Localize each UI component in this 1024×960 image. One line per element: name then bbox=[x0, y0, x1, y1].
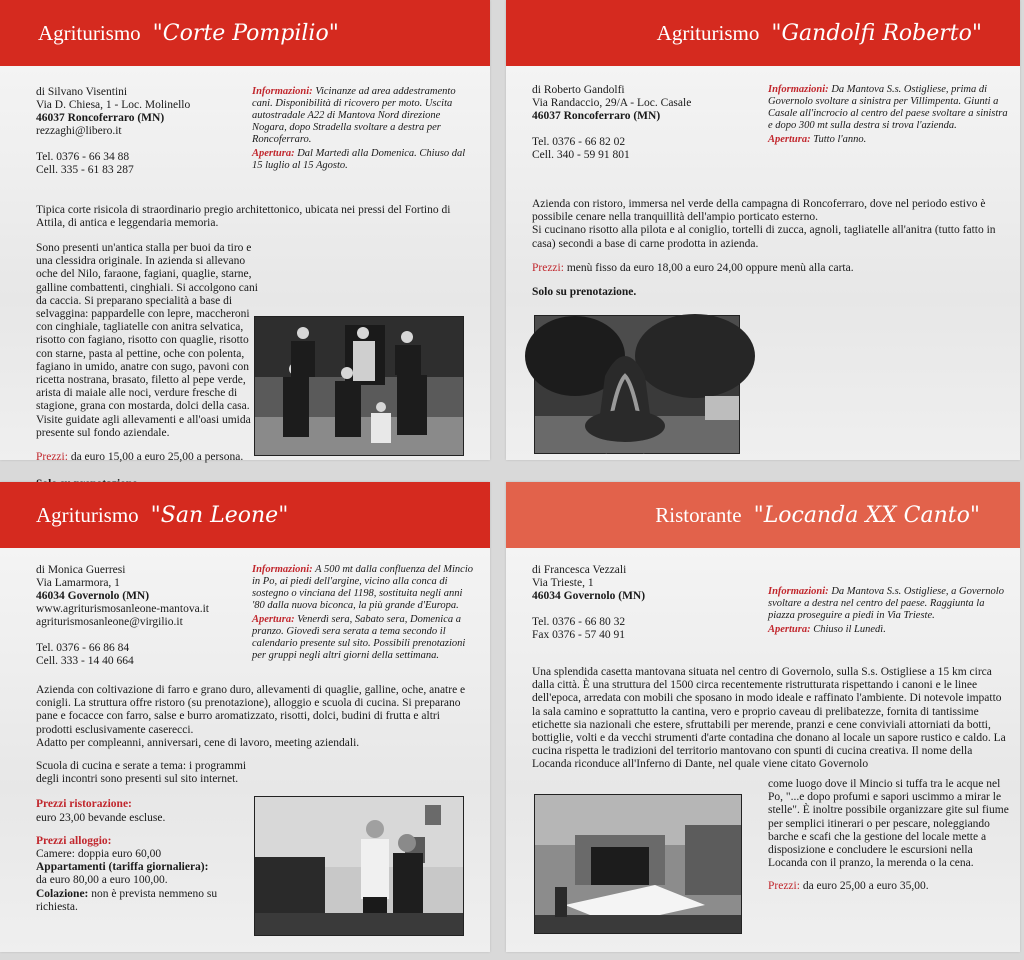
price-label: Prezzi: bbox=[36, 451, 68, 464]
price-label: Prezzi: bbox=[768, 880, 800, 893]
price-text: da euro 25,00 a euro 35,00. bbox=[802, 880, 929, 893]
info-block bbox=[768, 586, 1008, 636]
opening-label: Apertura: bbox=[768, 134, 811, 145]
city: 46037 Roncoferraro (MN) bbox=[532, 110, 661, 122]
info-label: Informazioni: bbox=[252, 86, 313, 97]
city: 46034 Governolo (MN) bbox=[532, 590, 646, 602]
website-link[interactable]: www.agriturismosanleone-mantova.it bbox=[36, 603, 209, 615]
info-block bbox=[252, 86, 474, 172]
description-para-2: Sono presenti un'antica stalla per buoi da tiro e una clessidra originale. In azienda si allevano oche del Nilo, faraone, fagiani, quaglie, starne, galline combattenti, cinghiali. Si accolgono cani da caccia. Si preparano specialità a base di selvaggina: pappardelle con lepre, maccheroni con cinghiale, tagliatelle con anitra selvatica, risotto con fagiano, risotto con quaglie, risotto con starne, pasta al pettine, oche con polenta, fagiano in umido, anatre con sugo, pavoni con ricetta nostrana, brasato, filetto al pepe verde, arista di maiale alle noci, verdure fresche di stagione, grana con mostarda, dolci della casa. bbox=[36, 242, 258, 413]
address: Via D. Chiesa, 1 - Loc. Molinello bbox=[36, 99, 191, 111]
price-text: da euro 15,00 a euro 25,00 a persona. bbox=[70, 451, 244, 464]
venue-name: "San Leone" bbox=[150, 502, 289, 528]
info-text: Da Mantova S.s. Ostigliese, prima di Governolo svoltare a sinistra per Villimpenta. Giunti a Casale all'incrocio al centro del paese svoltare a sinistra e dopo 300 mt sulla destra si trova l'azienda. bbox=[768, 84, 1008, 131]
city: 46037 Roncoferraro (MN) bbox=[36, 112, 165, 124]
fax: Fax 0376 - 57 40 91 bbox=[532, 629, 625, 641]
rooms-price: Camere: doppia euro 60,00 bbox=[36, 848, 162, 861]
phone: Tel. 0376 - 66 80 32 bbox=[532, 616, 626, 628]
venue-kind: Agriturismo bbox=[38, 20, 141, 45]
info-text: A 500 mt dalla confluenza del Mincio in Po, ai piedi dell'argine, vicino alla conca di sostegno o vinciana del 1198, sostituita negli anni '80 dalla nuova biconca, la più grande d'Europa. bbox=[252, 564, 473, 611]
description-para-1: Una splendida casetta mantovana situata nel centro di Governolo, sulla S.s. Ostigliese a 15 km circa dalla città. È una struttura del 1500 circa recentemente ristrutturata rispettando i canoni e le linee dell'epoca, arredata con mobili che sposano in modo ideale e raffinato l'ambiente. Di notevole impatto la sala camino e soprattutto la cantina, vero e proprio caveau di prelibatezze, fornita di tantissime etichette sia nazionali che estere, sfruttabili per merende, pranzi e cene conviviali attorniati da botti, bottiglie, volti e da vecchi strumenti d'arte contadina che donano al locale un sapore rustico e caldo. La cucina rispetta le tradizioni del territorio mantovano con spunti di cucina creativa. Il nome della Locanda riconduce all'Inferno di Dante, nel quale viene citato Governolo bbox=[532, 666, 1006, 771]
venue-kind: Ristorante bbox=[655, 502, 742, 527]
address: Via Lamarmora, 1 bbox=[36, 577, 120, 589]
phone: Tel. 0376 - 66 82 02 bbox=[532, 136, 626, 148]
description-para-2: come luogo dove il Mincio si tuffa tra le acque nel Po, "...e dopo profumi e sapori uscimmo a mirar le stelle". È inoltre possibile organizzare gite sul fiume per semplici itinerari o per pescare, noleggiando barche e scafi che la gestione del locale mette a disposizione e concludere le escursioni nella Locanda con il pranzo, la merenda o la cena. bbox=[768, 778, 1009, 870]
panel-header bbox=[506, 482, 1020, 548]
apartments-price: da euro 80,00 a euro 100,00. bbox=[36, 874, 168, 887]
info-text: Vicinanze ad area addestramento cani. Disponibilità di ricovero per moto. Uscita autostradale A22 di Mantova Nord direzione Nogara, dopo Stradella svoltare a destra per Roncoferraro. bbox=[252, 86, 456, 145]
venue-name: "Locanda XX Canto" bbox=[753, 502, 980, 528]
phone: Tel. 0376 - 66 86 84 bbox=[36, 642, 130, 654]
panel-header bbox=[0, 0, 490, 66]
opening-label: Apertura: bbox=[768, 624, 811, 635]
hosts-photo bbox=[254, 796, 464, 936]
description-para-2: Adatto per compleanni, anniversari, cene di lavoro, meeting aziendali. bbox=[36, 736, 360, 749]
price-text: menù fisso da euro 18,00 a euro 24,00 oppure menù alla carta. bbox=[566, 261, 854, 274]
info-label: Informazioni: bbox=[768, 586, 829, 597]
description-para-3: Visite guidate agli allevamenti e all'oasi umida presente sul fondo aziendale. bbox=[36, 413, 251, 439]
breakfast-text: non è prevista nemmeno su richiesta. bbox=[36, 887, 218, 913]
description bbox=[36, 204, 476, 241]
info-label: Informazioni: bbox=[252, 564, 313, 575]
city: 46034 Governolo (MN) bbox=[36, 590, 150, 602]
phone: Tel. 0376 - 66 34 88 bbox=[36, 151, 130, 163]
owner: di Silvano Visentini bbox=[36, 86, 128, 98]
breakfast-label: Colazione: bbox=[36, 887, 89, 900]
mobile: Cell. 340 - 59 91 801 bbox=[532, 149, 630, 161]
owner: di Roberto Gandolfi bbox=[532, 84, 625, 96]
description-para-2: Si cucinano risotto alla pilota e al coniglio, tortelli di zucca, agnoli, tagliatelle all'anitra (tutto fatto in casa) secondi a base di carne prodotta in azienda. bbox=[532, 224, 996, 250]
panel-san-leone bbox=[0, 482, 490, 952]
family-photo bbox=[254, 316, 464, 456]
info-block bbox=[252, 564, 474, 662]
venue-name: "Gandolfi Roberto" bbox=[771, 20, 982, 46]
description bbox=[532, 666, 1010, 772]
owner: di Monica Guerresi bbox=[36, 564, 126, 576]
info-label: Informazioni: bbox=[768, 84, 829, 95]
description bbox=[532, 198, 996, 299]
description-continued bbox=[768, 778, 1012, 894]
address: Via Randaccio, 29/A - Loc. Casale bbox=[532, 97, 692, 109]
booking-note: Solo su prenotazione. bbox=[532, 286, 637, 299]
description-para-1: Tipica corte risicola di straordinario pregio architettonico, ubicata nei pressi del Fortino di Attila, di antica e leggendaria memoria. bbox=[36, 204, 451, 230]
dining-room-photo bbox=[534, 794, 742, 934]
address: Via Trieste, 1 bbox=[532, 577, 594, 589]
apartments-label: Appartamenti (tariffa giornaliera): bbox=[36, 861, 209, 874]
panel-locanda-xx-canto bbox=[506, 482, 1020, 952]
price-label: Prezzi: bbox=[532, 261, 564, 274]
panel-gandolfi-roberto bbox=[506, 0, 1020, 460]
owner: di Francesca Vezzali bbox=[532, 564, 627, 576]
description-para-3: Scuola di cucina e serate a tema: i programmi degli incontri sono presenti sul sito internet. bbox=[36, 760, 247, 786]
details bbox=[36, 760, 248, 914]
info-text: Da Mantova S.s. Ostigliese, a Governolo svoltare a destra nel centro del paese. Raggiunta la piazza proseguire a piedi in Via Trieste. bbox=[768, 586, 1004, 621]
email-link[interactable]: agriturismosanleone@virgilio.it bbox=[36, 616, 183, 628]
panel-corte-pompilio bbox=[0, 0, 490, 464]
opening-label: Apertura: bbox=[252, 614, 295, 625]
price-lodging-label: Prezzi alloggio: bbox=[36, 834, 112, 847]
opening-text: Chiuso il Lunedì. bbox=[813, 624, 886, 635]
email: rezzaghi@libero.it bbox=[36, 125, 122, 137]
venue-kind: Agriturismo bbox=[656, 20, 760, 45]
price-restaurant-text: euro 23,00 bevande escluse. bbox=[36, 811, 166, 824]
opening-text: Tutto l'anno. bbox=[813, 134, 867, 145]
opening-text: Dal Martedì alla Domenica. Chiuso dal 15 luglio al 15 Agosto. bbox=[252, 148, 466, 171]
panel-header bbox=[506, 0, 1020, 66]
contact-block bbox=[532, 84, 752, 162]
venue-kind: Agriturismo bbox=[36, 502, 139, 527]
venue-name: "Corte Pompilio" bbox=[152, 20, 339, 46]
description bbox=[36, 684, 476, 750]
opening-text: Venerdì sera, Sabato sera, Domenica a pranzo. Giovedì sera serata a tema secondo il calendario presente sul sito. Possibili prenotazioni per gruppi negli altri giorni della settimana. bbox=[252, 614, 466, 661]
opening-label: Apertura: bbox=[252, 148, 295, 159]
description-para-1: Azienda con coltivazione di farro e grano duro, allevamenti di quaglie, galline, oche, anatre e conigli. La struttura offre ristoro (su prenotazione), alloggio e scuola di cucina. Si preparano pane e focacce con farro, salse e burro aromatizzato, risotti, dolci, budini di frutta e altri prodotti esclusivamente caserecci. bbox=[36, 684, 466, 736]
price-restaurant-label: Prezzi ristorazione: bbox=[36, 798, 132, 811]
info-block bbox=[768, 84, 1008, 146]
description-para-1: Azienda con ristoro, immersa nel verde della campagna di Roncoferraro, dove nel periodo estivo è possibile cenare nella tranquillità dell'ampio porticato esterno. bbox=[532, 198, 986, 224]
contact-block bbox=[36, 564, 246, 668]
contact-block bbox=[532, 564, 752, 642]
garden-photo bbox=[534, 315, 740, 454]
contact-block bbox=[36, 86, 236, 177]
panel-header bbox=[0, 482, 490, 548]
mobile: Cell. 333 - 14 40 664 bbox=[36, 655, 134, 667]
mobile: Cell. 335 - 61 83 287 bbox=[36, 164, 134, 176]
